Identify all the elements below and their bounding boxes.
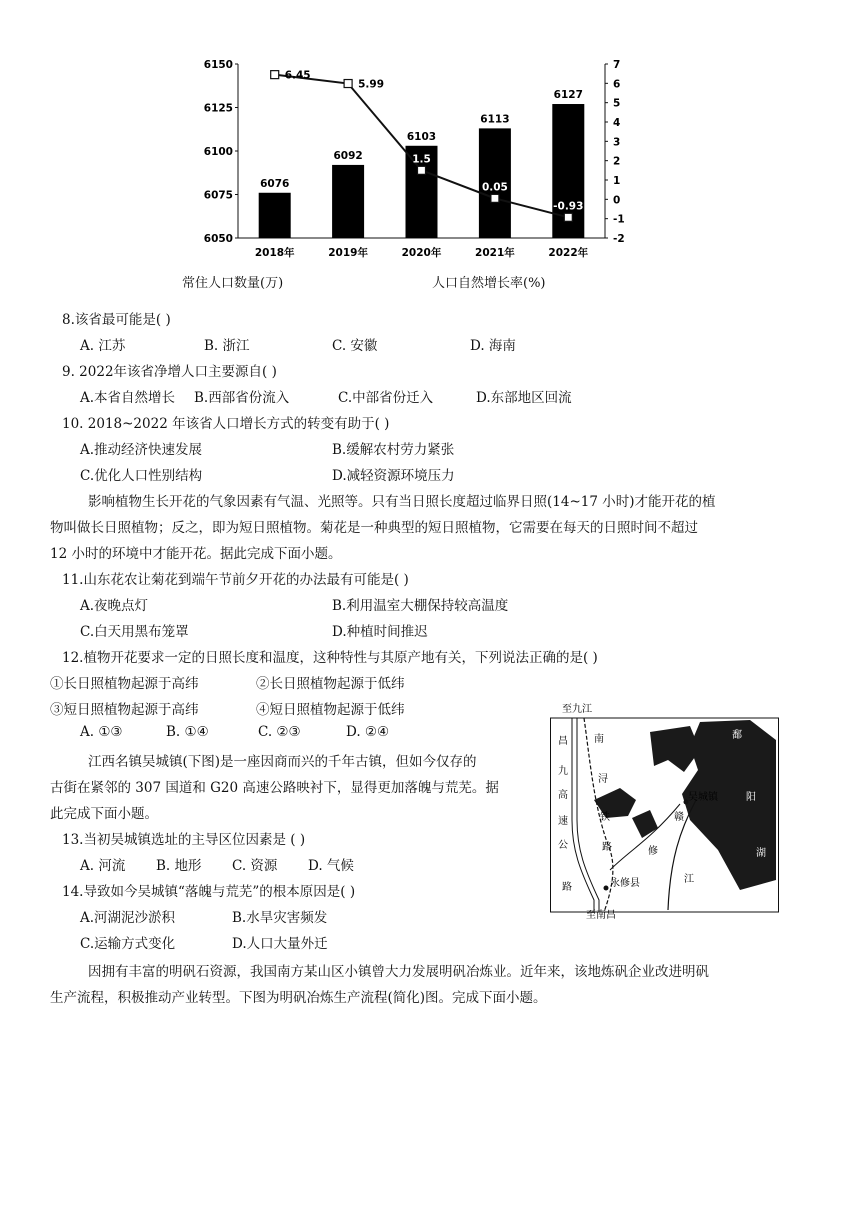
passage-town-line-2: 古街在紧邻的 307 国道和 G20 高速公路映衬下，显得更加落魄与荒芜。据 (50, 780, 499, 796)
q9-option-c: C.中部省份迁入 (338, 390, 434, 406)
q12-statement-4: ④短日照植物起源于低纬 (256, 702, 405, 718)
highway-char-2: 九 (558, 766, 568, 777)
growth-rate-label: -0.93 (553, 200, 584, 213)
highway-char-6: 路 (562, 882, 572, 893)
question-9-stem: 9. 2022年该省净增人口主要源自( ) (62, 364, 277, 380)
q13-option-b: B. 地形 (156, 858, 202, 874)
q12-option-c: C. ②③ (258, 724, 301, 740)
x-tick-label: 2022年 (548, 247, 589, 259)
left-tick-label: 6100 (203, 146, 233, 158)
right-tick-label: 3 (613, 136, 621, 149)
q12-statement-1: ①长日照植物起源于高纬 (50, 676, 199, 692)
bar-value-label: 6127 (553, 89, 583, 102)
q13-option-d: D. 气候 (308, 858, 354, 874)
q9-option-d: D.东部地区回流 (476, 390, 572, 406)
q8-option-c: C. 安徽 (332, 338, 378, 354)
right-tick-label: 5 (613, 97, 621, 110)
lake-char-2: 阳 (746, 792, 756, 803)
rail-char-3: 铁 (600, 812, 610, 823)
q8-option-a: A. 江苏 (80, 338, 126, 354)
q11-option-c: C.白天用黑布笼罩 (80, 624, 189, 640)
bar-value-label: 6113 (480, 113, 510, 126)
left-tick-label: 6075 (203, 189, 233, 202)
highway-char-4: 速 (558, 816, 568, 827)
growth-rate-point (564, 213, 572, 221)
rail-char-4: 路 (602, 842, 612, 853)
q8-option-b: B. 浙江 (204, 338, 250, 354)
growth-rate-label: 1.5 (412, 153, 431, 166)
q10-option-c: C.优化人口性别结构 (80, 468, 203, 484)
passage-town-line-3: 此完成下面小题。 (50, 806, 158, 822)
q13-option-a: A. 河流 (80, 858, 126, 874)
highway-char-1: 昌 (558, 736, 568, 747)
right-tick-label: 0 (613, 194, 621, 207)
gan-char-2: 江 (684, 874, 694, 885)
x-tick-label: 2018年 (254, 247, 295, 259)
bar (332, 165, 364, 238)
growth-rate-point (271, 71, 279, 79)
question-11-stem: 11.山东花农让菊花到端午节前夕开花的办法最有可能是( ) (62, 572, 409, 588)
bar-value-label: 6092 (333, 149, 363, 162)
q14-option-a: A.河湖泥沙淤积 (80, 910, 176, 926)
q14-option-d: D.人口大量外迁 (232, 936, 328, 952)
question-14-stem: 14.导致如今吴城镇“落魄与荒芜”的根本原因是( ) (62, 884, 356, 900)
x-tick-label: 2019年 (328, 247, 368, 259)
q12-statement-3: ③短日照植物起源于高纬 (50, 702, 199, 718)
right-tick-label: -1 (613, 213, 625, 226)
map-county-label: 永修县 (610, 878, 640, 889)
right-tick-label: 1 (613, 175, 621, 187)
growth-rate-point (344, 80, 352, 88)
question-10-stem: 10. 2018~2022 年该省人口增长方式的转变有助于( ) (62, 416, 390, 432)
q12-option-b: B. ①④ (166, 724, 209, 740)
rail-char-1: 南 (594, 734, 604, 745)
growth-rate-point (418, 166, 426, 174)
q12-option-d: D. ②④ (346, 724, 390, 740)
q8-option-d: D. 海南 (470, 338, 516, 354)
question-12-stem: 12.植物开花要求一定的日照长度和温度，这种特性与其原产地有关，下列说法正确的是( ) (62, 650, 598, 666)
q12-option-a: A. ①③ (80, 724, 123, 740)
left-tick-label: 6050 (203, 233, 233, 245)
map-bottom-label: 至南昌 (586, 910, 616, 920)
q10-option-b: B.缓解农村劳力紧张 (332, 442, 455, 458)
map-top-label: 至九江 (562, 704, 592, 715)
growth-rate-label: 5.99 (358, 78, 385, 91)
q13-option-c: C. 资源 (232, 858, 278, 874)
left-tick-label: 6125 (203, 102, 233, 115)
rail-char-2: 浔 (598, 774, 608, 785)
growth-rate-label: 6.45 (284, 69, 311, 82)
passage-town-line-1: 江西名镇吴城镇(下图)是一座因商而兴的千年古镇，但如今仅存的 (88, 754, 477, 770)
question-13-stem: 13.当初吴城镇选址的主导区位因素是 ( ) (62, 832, 306, 848)
q11-option-d: D.种植时间推迟 (332, 624, 428, 640)
legend-left: 常住人口数量(万) (182, 276, 284, 291)
passage-flower-line-1: 影响植物生长开花的气象因素有气温、光照等。只有当日照长度超过临界日照(14~17 小时)才能开花的植 (88, 494, 716, 510)
q9-option-a: A.本省自然增长 (80, 390, 176, 406)
river-small-char: 修 (648, 846, 658, 857)
left-tick-label: 6150 (203, 59, 233, 71)
right-tick-label: 4 (613, 117, 621, 129)
lake-char-3: 湖 (756, 848, 766, 859)
lake-char-1: 鄱 (732, 730, 742, 741)
gan-char-1: 赣 (674, 812, 684, 823)
passage-flower-line-2: 物叫做长日照植物；反之，即为短日照植物。菊花是一种典型的短日照植物，它需要在每天的日照时间不超过 (50, 520, 698, 536)
growth-rate-point (491, 194, 499, 202)
yongxiu-county-dot (604, 886, 609, 891)
q14-option-b: B.水旱灾害频发 (232, 910, 328, 926)
q10-option-d: D.减轻资源环境压力 (332, 468, 455, 484)
question-8-stem: 8.该省最可能是( ) (62, 312, 171, 328)
q11-option-a: A.夜晚点灯 (80, 598, 149, 614)
legend-right: 人口自然增长率(%) (432, 276, 546, 291)
passage-alum-line-2: 生产流程，积极推动产业转型。下图为明矾冶炼生产流程(简化)图。完成下面小题。 (50, 990, 547, 1006)
x-tick-label: 2020年 (401, 247, 442, 259)
right-tick-label: 6 (613, 78, 621, 91)
bar-value-label: 6103 (406, 130, 437, 143)
right-tick-label: 2 (613, 155, 621, 168)
map-town-label: 吴城镇 (688, 792, 718, 803)
passage-alum-line-1: 因拥有丰富的明矾石资源，我国南方某山区小镇曾大力发展明矾冶炼业。近年来，该地炼矾企业改进明矾 (88, 964, 709, 980)
passage-flower-line-3: 12 小时的环境中才能开花。据此完成下面小题。 (50, 546, 342, 562)
x-tick-label: 2021年 (475, 247, 515, 259)
growth-rate-label: 0.05 (481, 181, 508, 194)
bar-value-label: 6076 (260, 177, 290, 190)
highway-char-5: 公 (558, 840, 568, 851)
right-tick-label: 7 (613, 59, 621, 71)
q9-option-b: B.西部省份流入 (194, 390, 290, 406)
q10-option-a: A.推动经济快速发展 (80, 442, 203, 458)
q12-statement-2: ②长日照植物起源于低纬 (256, 676, 405, 692)
population-chart (200, 48, 640, 270)
q14-option-c: C.运输方式变化 (80, 936, 176, 952)
wucheng-map (550, 700, 780, 920)
highway-char-3: 高 (558, 790, 568, 801)
bar (259, 193, 291, 238)
right-tick-label: -2 (613, 233, 625, 245)
q11-option-b: B.利用温室大棚保持较高温度 (332, 598, 509, 614)
